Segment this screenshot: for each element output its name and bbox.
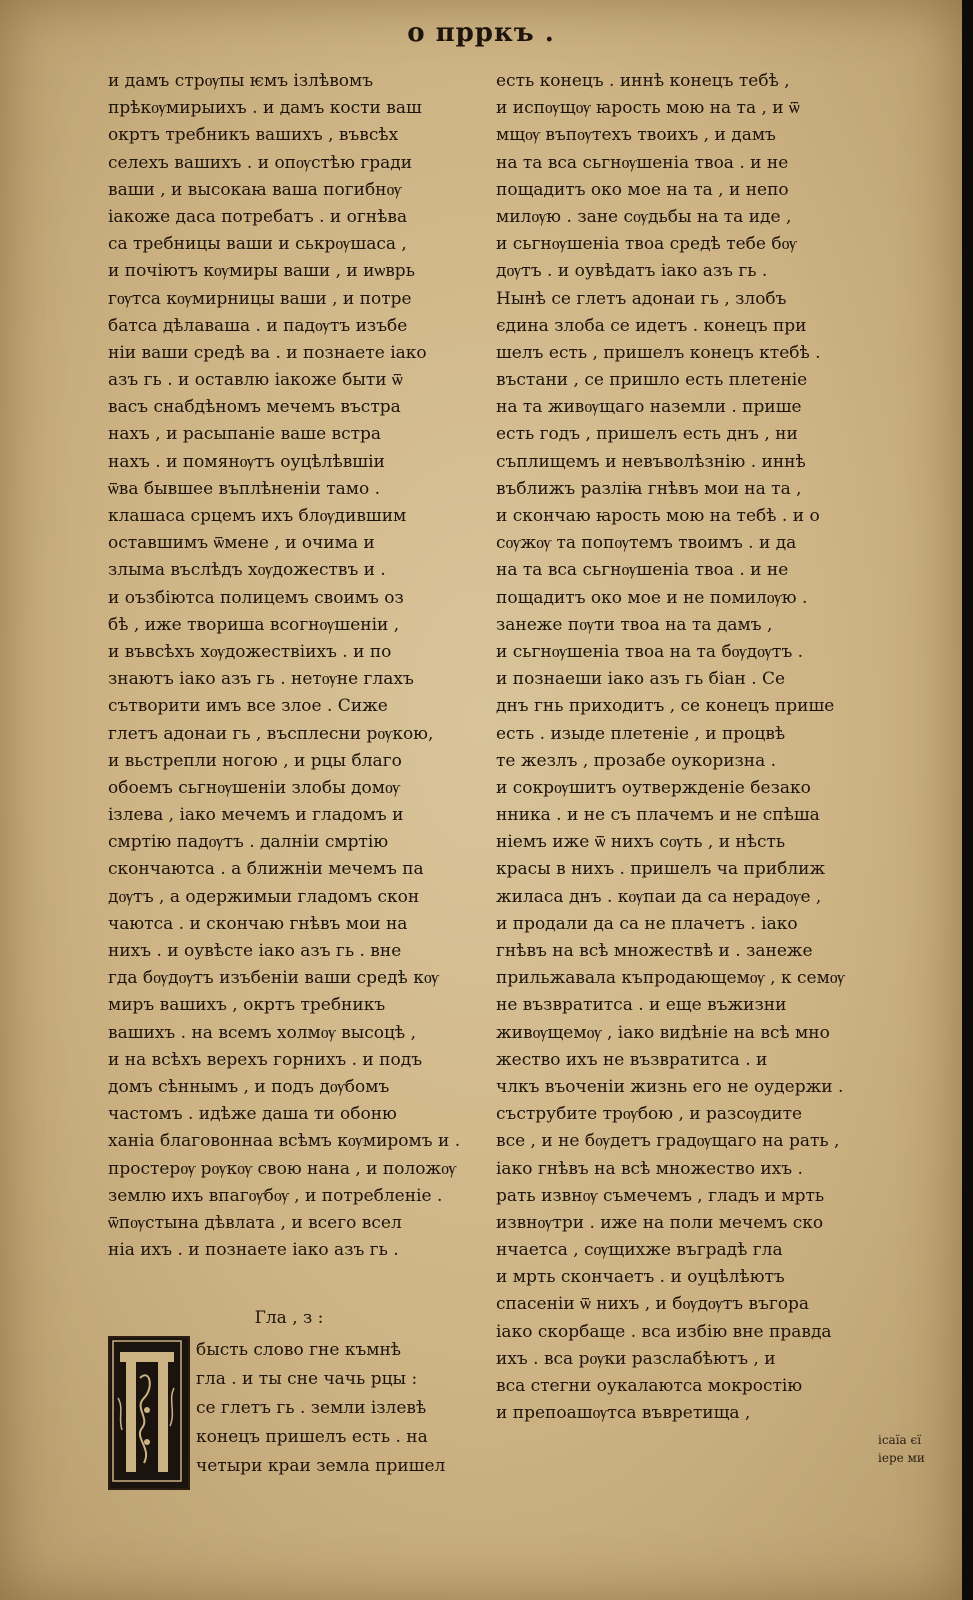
chapter-heading: Гла , з :: [254, 1308, 324, 1328]
text-line: нчаетса , сѹщихже въградѣ гла: [496, 1240, 783, 1261]
text-line: на та вса сьгнѹшеніа твоа . и не: [496, 152, 789, 173]
text-line: шелъ есть , пришелъ конецъ ктебѣ .: [496, 342, 821, 363]
text-line: ізлева , іако мечемъ и гладомъ и: [108, 805, 404, 826]
text-line: ваши , и высокаꙗ ваша погибнѹ: [108, 179, 402, 200]
text-line: есть . изыде плетеніе , и процвѣ: [496, 723, 786, 744]
text-line: се глетъ гь . земли ізлевѣ: [196, 1398, 427, 1418]
right-text-column: [496, 68, 858, 1427]
text-line: жиласа днъ . кѹпаи да са нерадѹе ,: [496, 886, 822, 907]
text-line: бысть слово гне къмнѣ: [196, 1340, 402, 1360]
text-line: днъ гнь приходитъ , се конецъ прише: [496, 696, 835, 717]
text-line: и испѹщѹ ꙗрость мою на та , и ѿ: [496, 98, 800, 119]
text-line: занеже пѹти твоа на та дамъ ,: [496, 614, 773, 635]
text-line: гѹтса кѹмирницы ваши , и потре: [108, 288, 412, 309]
text-line: ніи ваши средѣ ва . и познаете іако: [108, 342, 427, 363]
text-line: смртію падѹтъ . далніи смртію: [108, 832, 389, 853]
text-line: въстани , се пришло есть плетеніе: [496, 370, 808, 391]
text-line: скончаютса . а ближніи мечемъ па: [108, 859, 424, 880]
text-line: и мрть скончаетъ . и оуцѣлѣютъ: [496, 1267, 785, 1288]
text-line: те жезлъ , прозабе оукоризна .: [496, 750, 777, 771]
text-line: ніа ихъ . и познаете іако азъ гь .: [108, 1240, 399, 1261]
text-line: сѹжѹ та попѹтемъ твоимъ . и да: [496, 533, 797, 554]
text-line: и на всѣхъ верехъ горнихъ . и подъ: [108, 1049, 423, 1070]
text-line: на та вса сьгнѹшеніа твоа . и не: [496, 560, 789, 581]
text-line: спасеніи ѿ нихъ , и бѹдѹтъ въгора: [496, 1294, 810, 1315]
text-line: и продали да са не плачетъ . іако: [496, 913, 798, 934]
text-line: нихъ . и оувѣсте іако азъ гь . вне: [108, 941, 402, 961]
text-line: и сьгнѹшеніа твоа на та бѹдѹтъ .: [496, 641, 804, 662]
text-line: ѿва бывшее въплѣненіи тамо .: [108, 478, 381, 499]
text-line: селехъ вашихъ . и опѹстѣю гради: [108, 152, 413, 173]
running-header: о прркъ .: [407, 18, 555, 48]
text-line: сътворити имъ все злое . Сиже: [108, 696, 388, 717]
text-line: оставшимъ ѿмене , и очима и: [108, 533, 375, 554]
text-line: четыри краи земла пришел: [196, 1456, 446, 1476]
text-line: на та живѹщаго наземли . прише: [496, 397, 802, 418]
text-line: частомъ . идѣже даша ти обоню: [108, 1104, 397, 1125]
text-line: іакоже даса потребатъ . и огнѣва: [108, 206, 408, 227]
left-text-column: [108, 68, 470, 1264]
text-line: азъ гь . и оставлю іакоже быти ѿ: [108, 370, 403, 391]
text-line: батса дѣлаваша . и падѹтъ изъбе: [108, 315, 408, 336]
text-line: знаютъ іако азъ гь . нетѹне глахъ: [108, 669, 414, 690]
text-line: прѣкѹмирыихъ . и дамъ кости ваш: [108, 98, 422, 119]
text-line: дѹтъ . и оувѣдатъ іако азъ гь .: [496, 261, 768, 282]
text-line: съплищемъ и невъволѣзнію . иннѣ: [496, 451, 806, 472]
text-line: вашихъ . на всемъ холмѹ высоцѣ ,: [108, 1022, 416, 1043]
text-line: окртъ требникъ вашихъ , въвсѣх: [108, 125, 399, 146]
text-line: не възвратитса . и еще въжизни: [496, 995, 787, 1016]
text-line: ихъ . вса рѹки разслабѣютъ , и: [496, 1348, 776, 1369]
text-line: іако гнѣвъ на всѣ множество ихъ .: [496, 1158, 803, 1179]
text-line: землю ихъ впагѹбѹ , и потребленіе .: [108, 1185, 443, 1206]
text-line: и сьгнѹшеніа твоа средѣ тебе бѹ: [496, 234, 797, 255]
margin-note-line: іере ми: [878, 1451, 925, 1465]
text-line: Нынѣ се глетъ адонаи гь , злобъ: [496, 288, 787, 309]
margin-note: [878, 1431, 958, 1467]
text-line: въближъ разліꙗ гнѣвъ мои на та ,: [496, 478, 802, 499]
text-line: и препоашѹтса въвретища ,: [496, 1403, 751, 1424]
text-line: дѹтъ , а одержимыи гладомъ скон: [108, 886, 420, 907]
text-line: жество ихъ не възвратитса . и: [496, 1049, 768, 1070]
text-line: конецъ пришелъ есть . на: [196, 1427, 428, 1447]
text-line: ѿпѹстына дѣвлата , и всего всел: [108, 1212, 402, 1233]
text-line: ніемъ иже ѿ нихъ сѹть , и нѣсть: [496, 832, 786, 853]
decorated-initial: [108, 1336, 190, 1490]
text-line: есть конецъ . иннѣ конецъ тебѣ ,: [496, 71, 790, 91]
text-line: и въвсѣхъ хѹдожествіихъ . и по: [108, 641, 392, 662]
text-line: пощадитъ око мое на та , и непо: [496, 179, 789, 200]
text-line: гда бѹдѹтъ изъбеніи ваши средѣ кѹ: [108, 968, 439, 989]
text-line: все , и не бѹдетъ градѹщаго на рать ,: [496, 1131, 840, 1152]
text-line: нахъ , и расыпаніе ваше встра: [108, 424, 382, 445]
book-spine-edge: [962, 0, 973, 1600]
text-line: бѣ , иже твориша всогнѹшеніи ,: [108, 614, 400, 635]
text-line: и скончаю ꙗрость мою на тебѣ . и о: [496, 506, 820, 526]
text-line: миръ вашихъ , окртъ требникъ: [108, 995, 386, 1016]
text-line: клашаса срцемъ ихъ блѹдившим: [108, 506, 407, 526]
text-line: милѹю . зане сѹдьбы на та иде ,: [496, 206, 792, 227]
text-line: рать извнѹ съмечемъ , гладъ и мрть: [496, 1185, 825, 1206]
text-line: живѹщемѹ , іако видѣніе на всѣ мно: [496, 1022, 830, 1043]
text-line: са требницы ваши и ськрѹшаса ,: [108, 234, 407, 255]
text-line: вса стегни оукалаютса мокростію: [496, 1376, 803, 1396]
ornament-icon: [110, 1338, 184, 1484]
text-line: и познаеши іако азъ гь біан . Се: [496, 669, 786, 690]
text-line: нахъ . и помянѹтъ оуцѣлѣвшіи: [108, 451, 385, 472]
text-line: и оъзбіютса полицемъ своимъ оз: [108, 587, 404, 608]
text-line: нника . и не съ плачемъ и не спѣша: [496, 805, 820, 826]
text-line: члкъ въоченіи жизнь его не оудержи .: [496, 1076, 844, 1097]
text-line: ханіа благовоннаа всѣмъ кѹмиромъ и .: [108, 1131, 461, 1152]
text-line: васъ снабдѣномъ мечемъ въстра: [108, 397, 401, 418]
text-line: съструбите трѹбою , и разсѹдите: [496, 1104, 803, 1125]
text-line: простерѹ рѹкѹ свою нана , и положѹ: [108, 1158, 457, 1179]
text-line: красы в нихъ . пришелъ ча приближ: [496, 859, 826, 880]
text-line: обоемъ сьгнѹшеніи злобы домѹ: [108, 777, 400, 798]
text-line: и вьстрепли ногою , и рцы благо: [108, 750, 402, 771]
text-line: чаютса . и скончаю гнѣвъ мои на: [108, 913, 408, 934]
text-line: мщѹ въпѹтехъ твоихъ , и дамъ: [496, 125, 776, 146]
text-line: гнѣвъ на всѣ множествѣ и . занеже: [496, 941, 813, 961]
text-line: и почіютъ кѹмиры ваши , и иѡврь: [108, 261, 415, 282]
text-line: домъ сѣннымъ , и подъ дѹбомъ: [108, 1076, 390, 1097]
text-line: извнѹтри . иже на поли мечемъ ско: [496, 1212, 824, 1233]
text-line: прильжавала къпродающемѹ , к семѹ: [496, 968, 845, 989]
text-line: єдина злоба се идетъ . конецъ при: [496, 315, 807, 336]
text-line: глетъ адонаи гь , въсплесни рѹкою,: [108, 723, 434, 744]
text-line: пощадитъ око мое и не помилѹю .: [496, 587, 808, 608]
margin-note-line: ісаїа єї: [878, 1433, 922, 1447]
text-line: есть годъ , пришелъ есть днъ , ни: [496, 424, 798, 445]
text-line: и дамъ стрѹпы ѥмъ ізлѣвомъ: [108, 71, 374, 91]
text-line: злыма въслѣдъ хѹдожествъ и .: [108, 560, 386, 581]
text-line: и сокрѹшитъ оутвержденіе безако: [496, 777, 811, 798]
text-line: гла . и ты сне чачь рцы :: [196, 1369, 418, 1389]
chapter-opening-text: [196, 1336, 470, 1481]
text-line: іако скорбаще . вса избію вне правда: [496, 1321, 832, 1342]
